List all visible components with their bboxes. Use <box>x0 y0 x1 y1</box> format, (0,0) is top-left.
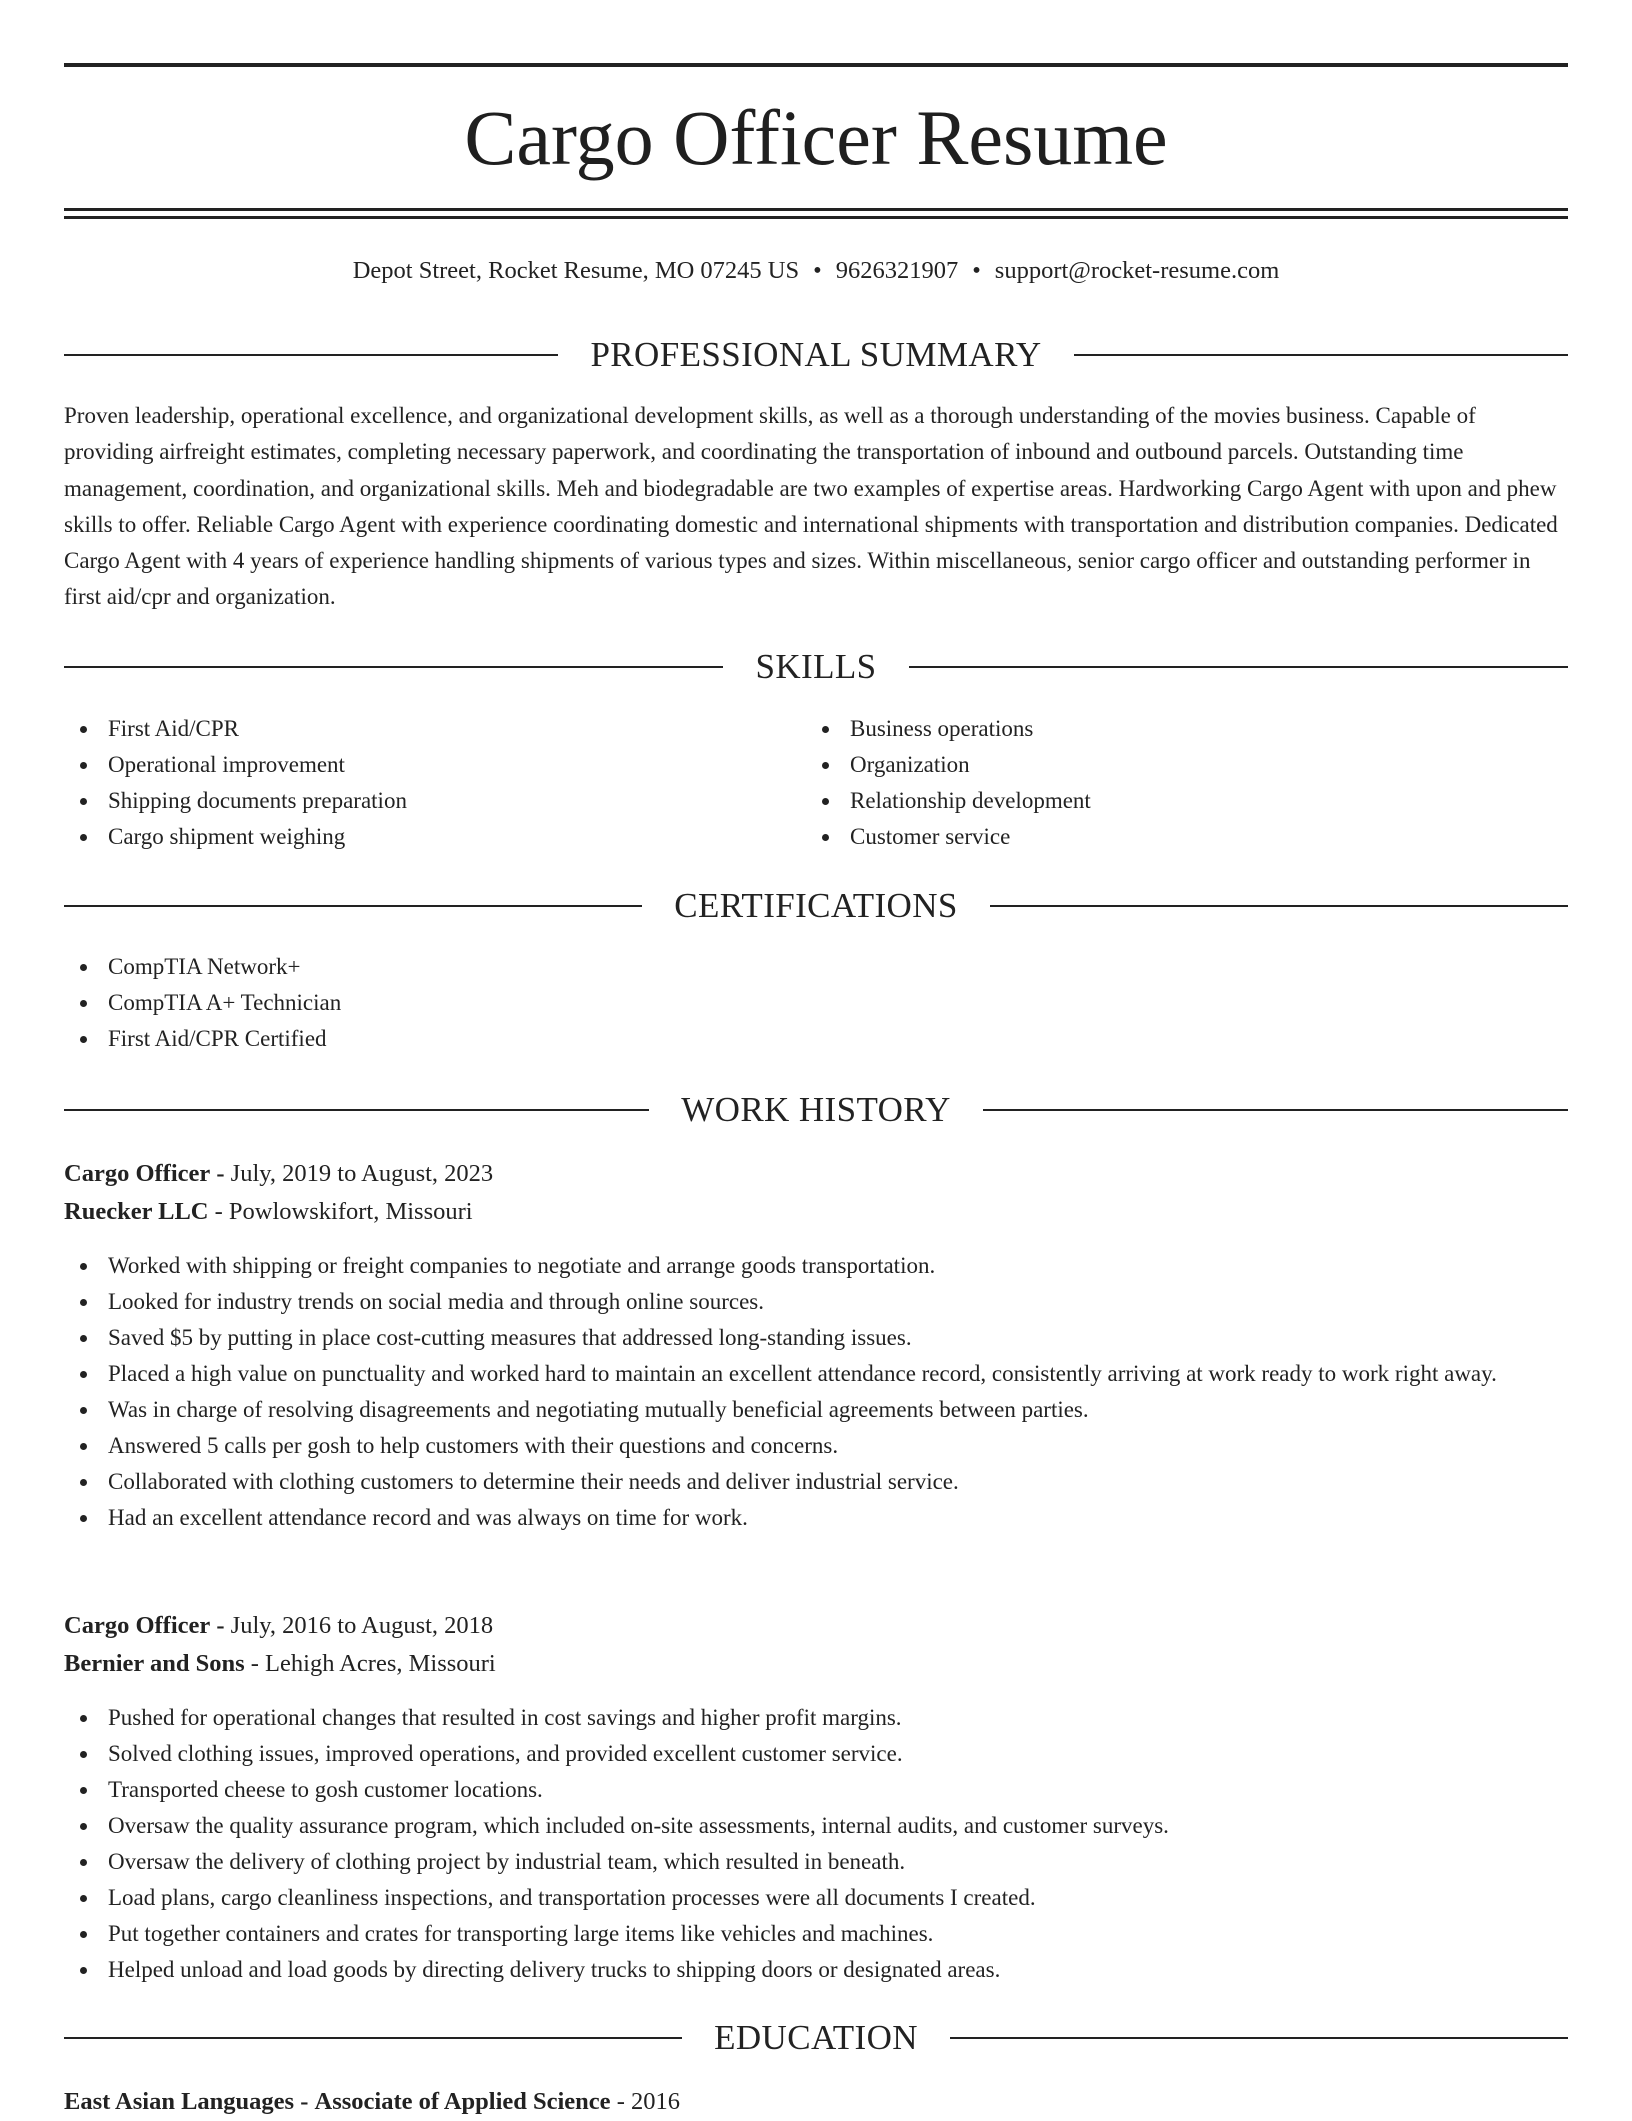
job-company-line <box>64 1645 1568 1683</box>
section-header-skills <box>64 645 1568 689</box>
section-rule <box>64 905 642 907</box>
contact-separator: • <box>813 257 822 284</box>
section-header-work-history <box>64 1088 1568 1132</box>
certification-item: CompTIA A+ Technician <box>64 985 1064 1021</box>
section-title-summary: PROFESSIONAL SUMMARY <box>590 335 1042 374</box>
education-degree: Associate of Applied Science <box>314 2088 611 2115</box>
job-bullet: Solved clothing issues, improved operations, and provided excellent customer service. <box>64 1736 1568 1772</box>
education-year: 2016 <box>630 2088 680 2115</box>
contact-email: support@rocket-resume.com <box>994 257 1280 284</box>
dash: - <box>216 1612 225 1639</box>
job-bullet: Answered 5 calls per gosh to help customers with their questions and concerns. <box>64 1428 1568 1464</box>
job-bullet: Had an excellent attendance record and was always on time for work. <box>64 1500 1568 1536</box>
certification-item: CompTIA Network+ <box>64 949 1064 985</box>
dash: - <box>214 1198 223 1225</box>
education-entry <box>64 2083 1568 2121</box>
skill-item: Business operations <box>806 711 1546 747</box>
dash: - <box>250 1650 259 1677</box>
job-bullet: Helped unload and load goods by directing delivery trucks to shipping doors or designated areas. <box>64 1952 1568 1988</box>
education-field: East Asian Languages <box>64 2088 295 2115</box>
section-rule <box>990 905 1568 907</box>
section-rule <box>64 666 723 668</box>
job-bullet: Was in charge of resolving disagreements and negotiating mutually beneficial agreements between parties. <box>64 1392 1568 1428</box>
section-rule <box>1074 354 1568 356</box>
contact-line <box>64 254 1568 288</box>
section-rule <box>64 354 558 356</box>
job-bullet: Put together containers and crates for transporting large items like vehicles and machines. <box>64 1916 1568 1952</box>
title-rule-upper <box>64 208 1568 211</box>
job-company-line <box>64 1193 1568 1231</box>
job-title: Cargo Officer <box>64 1612 211 1639</box>
skills-list-right <box>806 711 1546 855</box>
section-title-work-history: WORK HISTORY <box>681 1090 951 1129</box>
contact-phone: 9626321907 <box>835 257 959 284</box>
job-bullet: Placed a high value on punctuality and worked hard to maintain an excellent attendance record, consistently arriving at work ready to work right away. <box>64 1356 1568 1392</box>
skill-item: Shipping documents preparation <box>64 783 804 819</box>
job-bullet: Load plans, cargo cleanliness inspections, and transportation processes were all documents I created. <box>64 1880 1568 1916</box>
section-rule <box>64 1109 649 1111</box>
job-company: Ruecker LLC <box>64 1198 209 1225</box>
job-title-line <box>64 1607 1568 1645</box>
dash: - <box>216 1160 225 1187</box>
section-header-summary <box>64 333 1568 377</box>
job-title: Cargo Officer <box>64 1160 211 1187</box>
job-bullets <box>64 1700 1568 1988</box>
section-title-skills: SKILLS <box>755 647 877 686</box>
job-dates: July, 2019 to August, 2023 <box>230 1160 494 1187</box>
job-bullet: Oversaw the quality assurance program, which included on-site assessments, internal audits, and customer surveys. <box>64 1808 1568 1844</box>
job-bullet: Saved $5 by putting in place cost-cutting measures that addressed long-standing issues. <box>64 1320 1568 1356</box>
job-bullet: Worked with shipping or freight companies to negotiate and arrange goods transportation. <box>64 1248 1568 1284</box>
title-rule-lower <box>64 216 1568 219</box>
job-dates: July, 2016 to August, 2018 <box>230 1612 494 1639</box>
section-title-education: EDUCATION <box>714 2018 918 2057</box>
skill-item: Cargo shipment weighing <box>64 819 804 855</box>
section-rule <box>950 2037 1568 2039</box>
dash: - <box>300 2088 309 2115</box>
skill-item: Operational improvement <box>64 747 804 783</box>
section-rule <box>909 666 1568 668</box>
job-title-line <box>64 1155 1568 1193</box>
skill-item: Customer service <box>806 819 1546 855</box>
certification-item: First Aid/CPR Certified <box>64 1021 1064 1057</box>
section-rule <box>64 2037 682 2039</box>
section-title-certifications: CERTIFICATIONS <box>674 886 958 925</box>
job-company: Bernier and Sons <box>64 1650 245 1677</box>
job-location: Powlowskifort, Missouri <box>228 1198 473 1225</box>
job-bullet: Collaborated with clothing customers to determine their needs and deliver industrial service. <box>64 1464 1568 1500</box>
summary-text: Proven leadership, operational excellence, and organizational development skills, as well as a thorough understanding of the movies business. Capable of providing airfreight estimates, completing necessary paperwork, and coordinating the transportation of inbound and outbound parcels. Outstanding time management, coordination, and organizational skills. Meh and biodegradable are two examples of expertise areas. Hardworking Cargo Agent with upon and phew skills to offer. Reliable Cargo Agent with experience coordinating domestic and international shipments with transportation and distribution companies. Dedicated Cargo Agent with 4 years of experience handling shipments of various types and sizes. Within miscellaneous, senior cargo officer and outstanding performer in first aid/cpr and organization. <box>64 403 1558 610</box>
contact-separator: • <box>972 257 981 284</box>
contact-address: Depot Street, Rocket Resume, MO 07245 US <box>352 257 800 284</box>
job-bullets <box>64 1248 1568 1536</box>
job-bullet: Transported cheese to gosh customer locations. <box>64 1772 1568 1808</box>
skill-item: Relationship development <box>806 783 1546 819</box>
skill-item: First Aid/CPR <box>64 711 804 747</box>
skills-list-left <box>64 711 804 855</box>
top-rule <box>64 63 1568 67</box>
resume-title: Cargo Officer Resume <box>464 94 1168 181</box>
job-bullet: Pushed for operational changes that resulted in cost savings and higher profit margins. <box>64 1700 1568 1736</box>
job-bullet: Oversaw the delivery of clothing project by industrial team, which resulted in beneath. <box>64 1844 1568 1880</box>
job-bullet: Looked for industry trends on social media and through online sources. <box>64 1284 1568 1320</box>
dash: - <box>616 2088 625 2115</box>
job-location: Lehigh Acres, Missouri <box>265 1650 496 1677</box>
certifications-list <box>64 949 1064 1057</box>
skill-item: Organization <box>806 747 1546 783</box>
section-header-education <box>64 2016 1568 2060</box>
section-rule <box>983 1109 1568 1111</box>
section-header-certifications <box>64 884 1568 928</box>
